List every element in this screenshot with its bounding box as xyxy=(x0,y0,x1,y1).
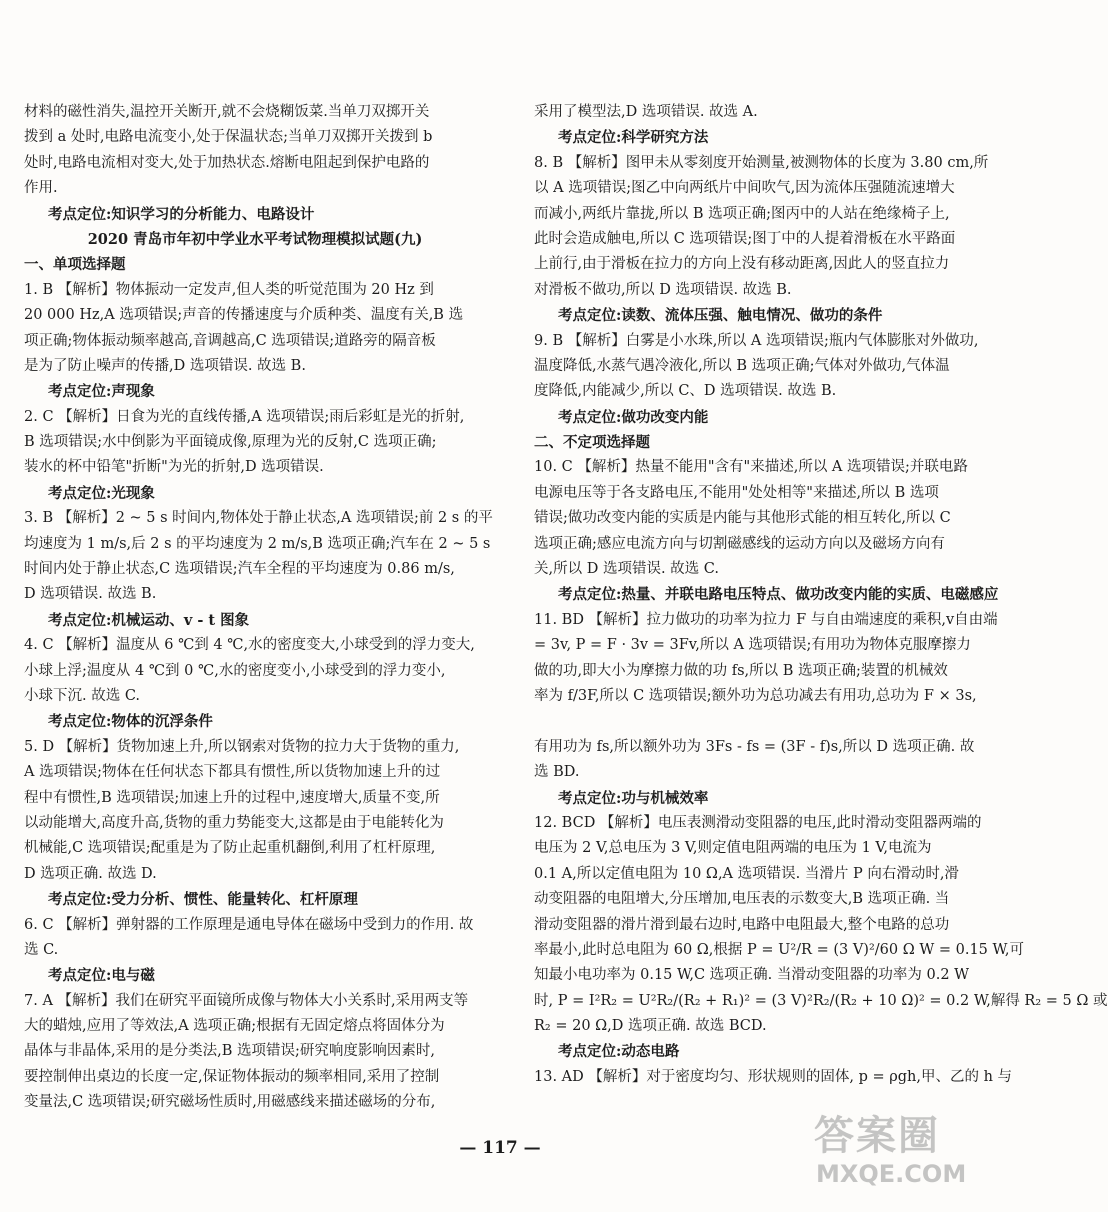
key-point-line: 考点定位:动态电路 xyxy=(558,1043,680,1061)
text-line: 以 A 选项错误;图乙中向两纸片中间吹气,因为流体压强随流速增大 xyxy=(534,180,955,197)
text-line: 处时,电路电流相对变大,处于加热状态.熔断电阻起到保护电路的 xyxy=(24,154,430,171)
text-line: 此时会造成触电,所以 C 选项错误;图丁中的人提着滑板在水平路面 xyxy=(534,230,956,247)
key-point-line: 考点定位:声现象 xyxy=(48,383,155,401)
text-line: 材料的磁性消失,温控开关断开,就不会烧糊饭菜.当单刀双掷开关 xyxy=(24,104,430,120)
text-line: 是为了防止噪声的传播,D 选项错误. 故选 B. xyxy=(24,357,306,374)
text-line: 动变阻器的电阻增大,分压增加,电压表的示数变大,B 选项正确. 当 xyxy=(534,891,950,908)
text-line: 作用. xyxy=(24,180,58,197)
text-line: 拨到 a 处时,电路电流变小,处于保温状态;当单刀双掷开关拨到 b xyxy=(24,129,433,146)
text-line: 5. D 【解析】货物加速上升,所以钢索对货物的拉力大于货物的重力, xyxy=(24,738,460,755)
text-line: 以动能增大,高度升高,货物的重力势能变大,这都是由于电能转化为 xyxy=(24,814,444,831)
text-line: 4. C 【解析】温度从 6 ℃到 4 ℃,水的密度变大,小球受到的浮力变大, xyxy=(24,637,475,654)
text-line: 电源电压等于各支路电压,不能用"处处相等"来描述,所以 B 选项 xyxy=(534,484,939,501)
key-point-line: 考点定位:受力分析、惯性、能量转化、杠杆原理 xyxy=(48,891,358,909)
text-line: 时, P = I²R₂ = U²R₂/(R₂ + R₁)² = (3 V)²R₂/(R₂ + 10 Ω)² = 0.2 W,解得 R₂ = 5 Ω 或 xyxy=(534,992,1108,1009)
section-heading: 二、不定项选择题 xyxy=(534,434,650,452)
text-line: 选项正确;感应电流方向与切割磁感线的运动方向以及磁场方向有 xyxy=(534,535,945,552)
text-line: B 选项错误;水中倒影为平面镜成像,原理为光的反射,C 选项正确; xyxy=(24,434,437,451)
text-line: 错误;做功改变内能的实质是内能与其他形式能的相互转化,所以 C xyxy=(534,510,951,527)
key-point-line: 考点定位:知识学习的分析能力、电路设计 xyxy=(48,205,315,223)
text-line: 20 000 Hz,A 选项错误;声音的传播速度与介质种类、温度有关,B 选 xyxy=(24,307,464,324)
text-line: 项正确;物体振动频率越高,音调越高,C 选项错误;道路旁的隔音板 xyxy=(24,332,436,349)
text-line: 温度降低,水蒸气遇冷液化,所以 B 选项正确;气体对外做功,气体温 xyxy=(534,357,950,374)
text-line: 小球上浮;温度从 4 ℃到 0 ℃,水的密度变小,小球受到的浮力变小, xyxy=(24,662,446,679)
text-line: 率最小,此时总电阻为 60 Ω,根据 P = U²/R = (3 V)²/60 Ω W = 0.15 W,可 xyxy=(534,941,1024,958)
text-line: 1. B 【解析】物体振动一定发声,但人类的听觉范围为 20 Hz 到 xyxy=(24,281,434,298)
key-point-line: 考点定位:机械运动、v - t 图象 xyxy=(48,611,250,629)
text-line: 上前行,由于滑板在拉力的方向上没有移动距离,因此人的竖直拉力 xyxy=(534,256,950,273)
text-line: 选 C. xyxy=(24,941,59,958)
key-point-line: 考点定位:电与磁 xyxy=(48,967,155,985)
text-line: 对滑板不做功,所以 D 选项错误. 故选 B. xyxy=(534,281,792,298)
text-line: 13. AD 【解析】对于密度均匀、形状规则的固体, p = ρgh,甲、乙的 h 与 xyxy=(534,1068,1013,1085)
text-line: 6. C 【解析】弹射器的工作原理是通电导体在磁场中受到力的作用. 故 xyxy=(24,916,474,933)
text-line: 机械能,C 选项错误;配重是为了防止起重机翻倒,利用了杠杆原理, xyxy=(24,840,436,857)
watermark-logo xyxy=(810,1104,996,1204)
text-line: 而减小,两纸片靠拢,所以 B 选项正确;图丙中的人站在绝缘椅子上, xyxy=(534,205,950,222)
text-line: 有用功为 fs,所以额外功为 3Fs - fs = (3F - f)s,所以 D 选项正确. 故 xyxy=(534,738,975,755)
text-line xyxy=(534,709,1000,734)
key-point-line: 考点定位:科学研究方法 xyxy=(558,129,709,147)
text-line: 9. B 【解析】白雾是小水珠,所以 A 选项错误;瓶内气体膨胀对外做功, xyxy=(534,332,979,349)
watermark-text: 答案圈 xyxy=(814,1113,940,1159)
watermark-url: MXQE.COM xyxy=(816,1160,967,1188)
text-line: 装水的杯中铅笔"折断"为光的折射,D 选项错误. xyxy=(24,459,324,476)
section-heading: 一、单项选择题 xyxy=(24,256,126,274)
key-point-line: 考点定位:做功改变内能 xyxy=(558,408,709,426)
left-column xyxy=(24,100,493,1116)
key-point-line: 考点定位:光现象 xyxy=(48,484,155,502)
text-line: 11. BD 【解析】拉力做功的功率为拉力 F 与自由端速度的乘积,v自由端 xyxy=(534,611,998,628)
text-line: 晶体与非晶体,采用的是分类法,B 选项错误;研究响度影响因素时, xyxy=(24,1043,435,1060)
text-line: 知最小电功率为 0.15 W,C 选项正确. 当滑动变阻器的功率为 0.2 W xyxy=(534,967,970,984)
text-line: = 3v, P = F · 3v = 3Fv,所以 A 选项错误;有用功为物体克服摩擦力 xyxy=(534,637,971,654)
text-line: R₂ = 20 Ω,D 选项正确. 故选 BCD. xyxy=(534,1018,767,1035)
text-line: 变量法,C 选项错误;研究磁场性质时,用磁感线来描述磁场的分布, xyxy=(24,1094,436,1111)
text-line: 12. BCD 【解析】电压表测滑动变阻器的电压,此时滑动变阻器两端的 xyxy=(534,814,982,831)
text-line: 大的蜡烛,应用了等效法,A 选项正确;根据有无固定熔点将固体分为 xyxy=(24,1018,445,1035)
text-line: 采用了模型法,D 选项错误. 故选 A. xyxy=(534,104,758,120)
exam-title: 2020 青岛市年初中学业水平考试物理模拟试题(九) xyxy=(87,230,423,248)
text-line: 0.1 A,所以定值电阻为 10 Ω,A 选项错误. 当滑片 P 向右滑动时,滑 xyxy=(534,865,959,882)
text-line: 程中有惯性,B 选项错误;加速上升的过程中,速度增大,质量不变,所 xyxy=(24,789,440,806)
text-line: 率为 f/3F,所以 C 选项错误;额外功为总功减去有用功,总功为 F × 3s, xyxy=(534,687,977,704)
text-line: 时间内处于静止状态,C 选项错误;汽车全程的平均速度为 0.86 m/s, xyxy=(24,561,455,578)
text-line: 要控制伸出桌边的长度一定,保证物体振动的频率相同,采用了控制 xyxy=(24,1068,440,1085)
text-line: A 选项错误;物体在任何状态下都具有惯性,所以货物加速上升的过 xyxy=(24,764,441,781)
text-line: 滑动变阻器的滑片滑到最右边时,电路中电阻最大,整个电路的总功 xyxy=(534,916,950,933)
text-line: 小球下沉. 故选 C. xyxy=(24,687,141,704)
key-point-line: 考点定位:热量、并联电路电压特点、做功改变内能的实质、电磁感应 xyxy=(558,586,999,604)
key-point-line: 考点定位:读数、流体压强、触电情况、做功的条件 xyxy=(558,307,883,325)
text-line: 7. A 【解析】我们在研究平面镜所成像与物体大小关系时,采用两支等 xyxy=(24,992,469,1009)
text-line: 选 BD. xyxy=(534,764,580,781)
key-point-line: 考点定位:功与机械效率 xyxy=(558,789,709,807)
page-number: — 117 — xyxy=(459,1138,541,1158)
text-line: 8. B 【解析】图甲未从零刻度开始测量,被测物体的长度为 3.80 cm,所 xyxy=(534,154,989,171)
text-line: D 选项正确. 故选 D. xyxy=(24,865,157,882)
text-line: 度降低,内能减少,所以 C、D 选项错误. 故选 B. xyxy=(534,383,837,400)
text-line: D 选项错误. 故选 B. xyxy=(24,586,157,603)
text-line: 10. C 【解析】热量不能用"含有"来描述,所以 A 选项错误;并联电路 xyxy=(534,459,968,476)
text-line: 均速度为 1 m/s,后 2 s 的平均速度为 2 m/s,B 选项正确;汽车在 2 ~ 5 s xyxy=(24,535,491,552)
text-line: 3. B 【解析】2 ~ 5 s 时间内,物体处于静止状态,A 选项错误;前 2 s 的平 xyxy=(24,510,493,527)
text-line: 关,所以 D 选项错误. 故选 C. xyxy=(534,561,719,578)
text-line: 做的功,即大小为摩擦力做的功 fs,所以 B 选项正确;装置的机械效 xyxy=(534,662,948,679)
text-line: 2. C 【解析】日食为光的直线传播,A 选项错误;雨后彩虹是光的折射, xyxy=(24,408,465,425)
right-column xyxy=(534,100,1108,1090)
key-point-line: 考点定位:物体的沉浮条件 xyxy=(48,713,213,731)
text-line: 电压为 2 V,总电压为 3 V,则定值电阻两端的电压为 1 V,电流为 xyxy=(534,840,932,857)
